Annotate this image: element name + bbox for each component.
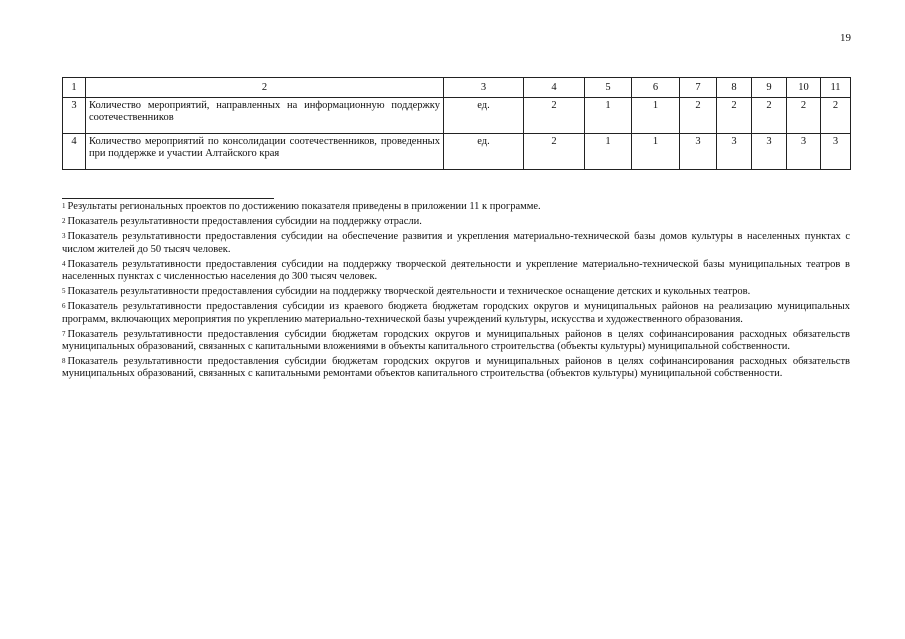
- unit-cell: ед.: [444, 98, 524, 134]
- footnote-text: Результаты региональных проектов по достижению показателя приведены в приложении 11 к программе.: [67, 201, 541, 212]
- value-cell: 2: [752, 98, 787, 134]
- table-header-row: [63, 78, 851, 98]
- page-number: 19: [840, 32, 851, 44]
- row-number: 3: [63, 98, 86, 134]
- header-cell: 10: [787, 78, 821, 98]
- footnote-text: Показатель результативности предоставления субсидии на поддержку творческой деятельности и укрепление материально-технической базы муниципальных театров в населенных пунктах с численностью населения до 300 тысяч человек.: [62, 258, 850, 283]
- value-cell: 3: [752, 134, 787, 170]
- value-cell: 3: [821, 134, 851, 170]
- footnote: [62, 301, 850, 325]
- value-cell: 1: [632, 134, 680, 170]
- footnote-mark: 3: [62, 232, 66, 241]
- indicator-name: Количество мероприятий по консолидации соотечественников, проведенных при поддержке и участии Алтайского края: [86, 134, 444, 170]
- value-cell: 2: [717, 98, 752, 134]
- footnote-text: Показатель результативности предоставления субсидии из краевого бюджета бюджетам городских округов и муниципальных районов на реализацию муниципальных программ, включающих мероприятия по укреплению материально-технической базы учреждений культуры, искусства и художественного образования.: [62, 301, 850, 325]
- footnote-text: Показатель результативности предоставления субсидии бюджетам городских округов и муниципальных районов в целях софинансирования расходных обязательств муниципальных образований, связанных с капитальными вложениями в объекты капитального строительства (объекты культуры) муниципальной собственности.: [62, 328, 850, 353]
- header-cell: 6: [632, 78, 680, 98]
- value-cell: 1: [585, 134, 632, 170]
- footnote: [62, 286, 850, 298]
- footnote: [62, 259, 850, 283]
- table-row: [63, 98, 851, 134]
- value-cell: 3: [787, 134, 821, 170]
- footnote-text: Показатель результативности предоставления субсидии на поддержку творческой деятельности и техническое оснащение детских и кукольных театров.: [67, 286, 751, 298]
- row-number: 4: [63, 134, 86, 170]
- value-cell: 2: [821, 98, 851, 134]
- value-cell: 3: [680, 134, 717, 170]
- value-cell: 2: [524, 98, 585, 134]
- value-cell: 2: [524, 134, 585, 170]
- footnote-separator: [62, 198, 274, 199]
- value-cell: 3: [717, 134, 752, 170]
- header-cell: 4: [524, 78, 585, 98]
- header-cell: 8: [717, 78, 752, 98]
- footnote-mark: 4: [62, 259, 66, 268]
- header-cell: 5: [585, 78, 632, 98]
- footnote-text: Показатель результативности предоставления субсидии бюджетам городских округов и муниципальных районов в целях софинансирования расходных обязательств муниципальных образований, связанных с капитальными ремонтами объектов капитального строительства (объектов культуры) муниципальной собственности.: [62, 356, 850, 380]
- footnote-text: Показатель результативности предоставления субсидии на поддержку отрасли.: [67, 216, 422, 228]
- footnote: [62, 201, 850, 213]
- footnote-mark: 8: [62, 357, 66, 366]
- footnote-mark: 6: [62, 302, 66, 311]
- footnote-mark: 2: [62, 217, 66, 226]
- footnote: [62, 329, 850, 353]
- value-cell: 2: [787, 98, 821, 134]
- footnotes: [62, 201, 850, 384]
- header-cell: 9: [752, 78, 787, 98]
- header-cell: 3: [444, 78, 524, 98]
- table-row: [63, 134, 851, 170]
- indicators-table: [62, 77, 851, 170]
- value-cell: 1: [632, 98, 680, 134]
- footnote-mark: 7: [62, 329, 66, 338]
- value-cell: 1: [585, 98, 632, 134]
- footnote: [62, 216, 850, 228]
- indicator-name: Количество мероприятий, направленных на информационную поддержку соотечественников: [86, 98, 444, 134]
- value-cell: 2: [680, 98, 717, 134]
- footnote: [62, 356, 850, 380]
- footnote-mark: 1: [62, 202, 66, 210]
- header-cell: 2: [86, 78, 444, 98]
- footnote: [62, 231, 850, 255]
- footnote-mark: 5: [62, 287, 66, 296]
- header-cell: 1: [63, 78, 86, 98]
- header-cell: 7: [680, 78, 717, 98]
- footnote-text: Показатель результативности предоставления субсидии на обеспечение развития и укрепления материально-технической базы домов культуры в населенных пунктах с числом жителей до 50 тысяч человек.: [62, 231, 850, 255]
- unit-cell: ед.: [444, 134, 524, 170]
- header-cell: 11: [821, 78, 851, 98]
